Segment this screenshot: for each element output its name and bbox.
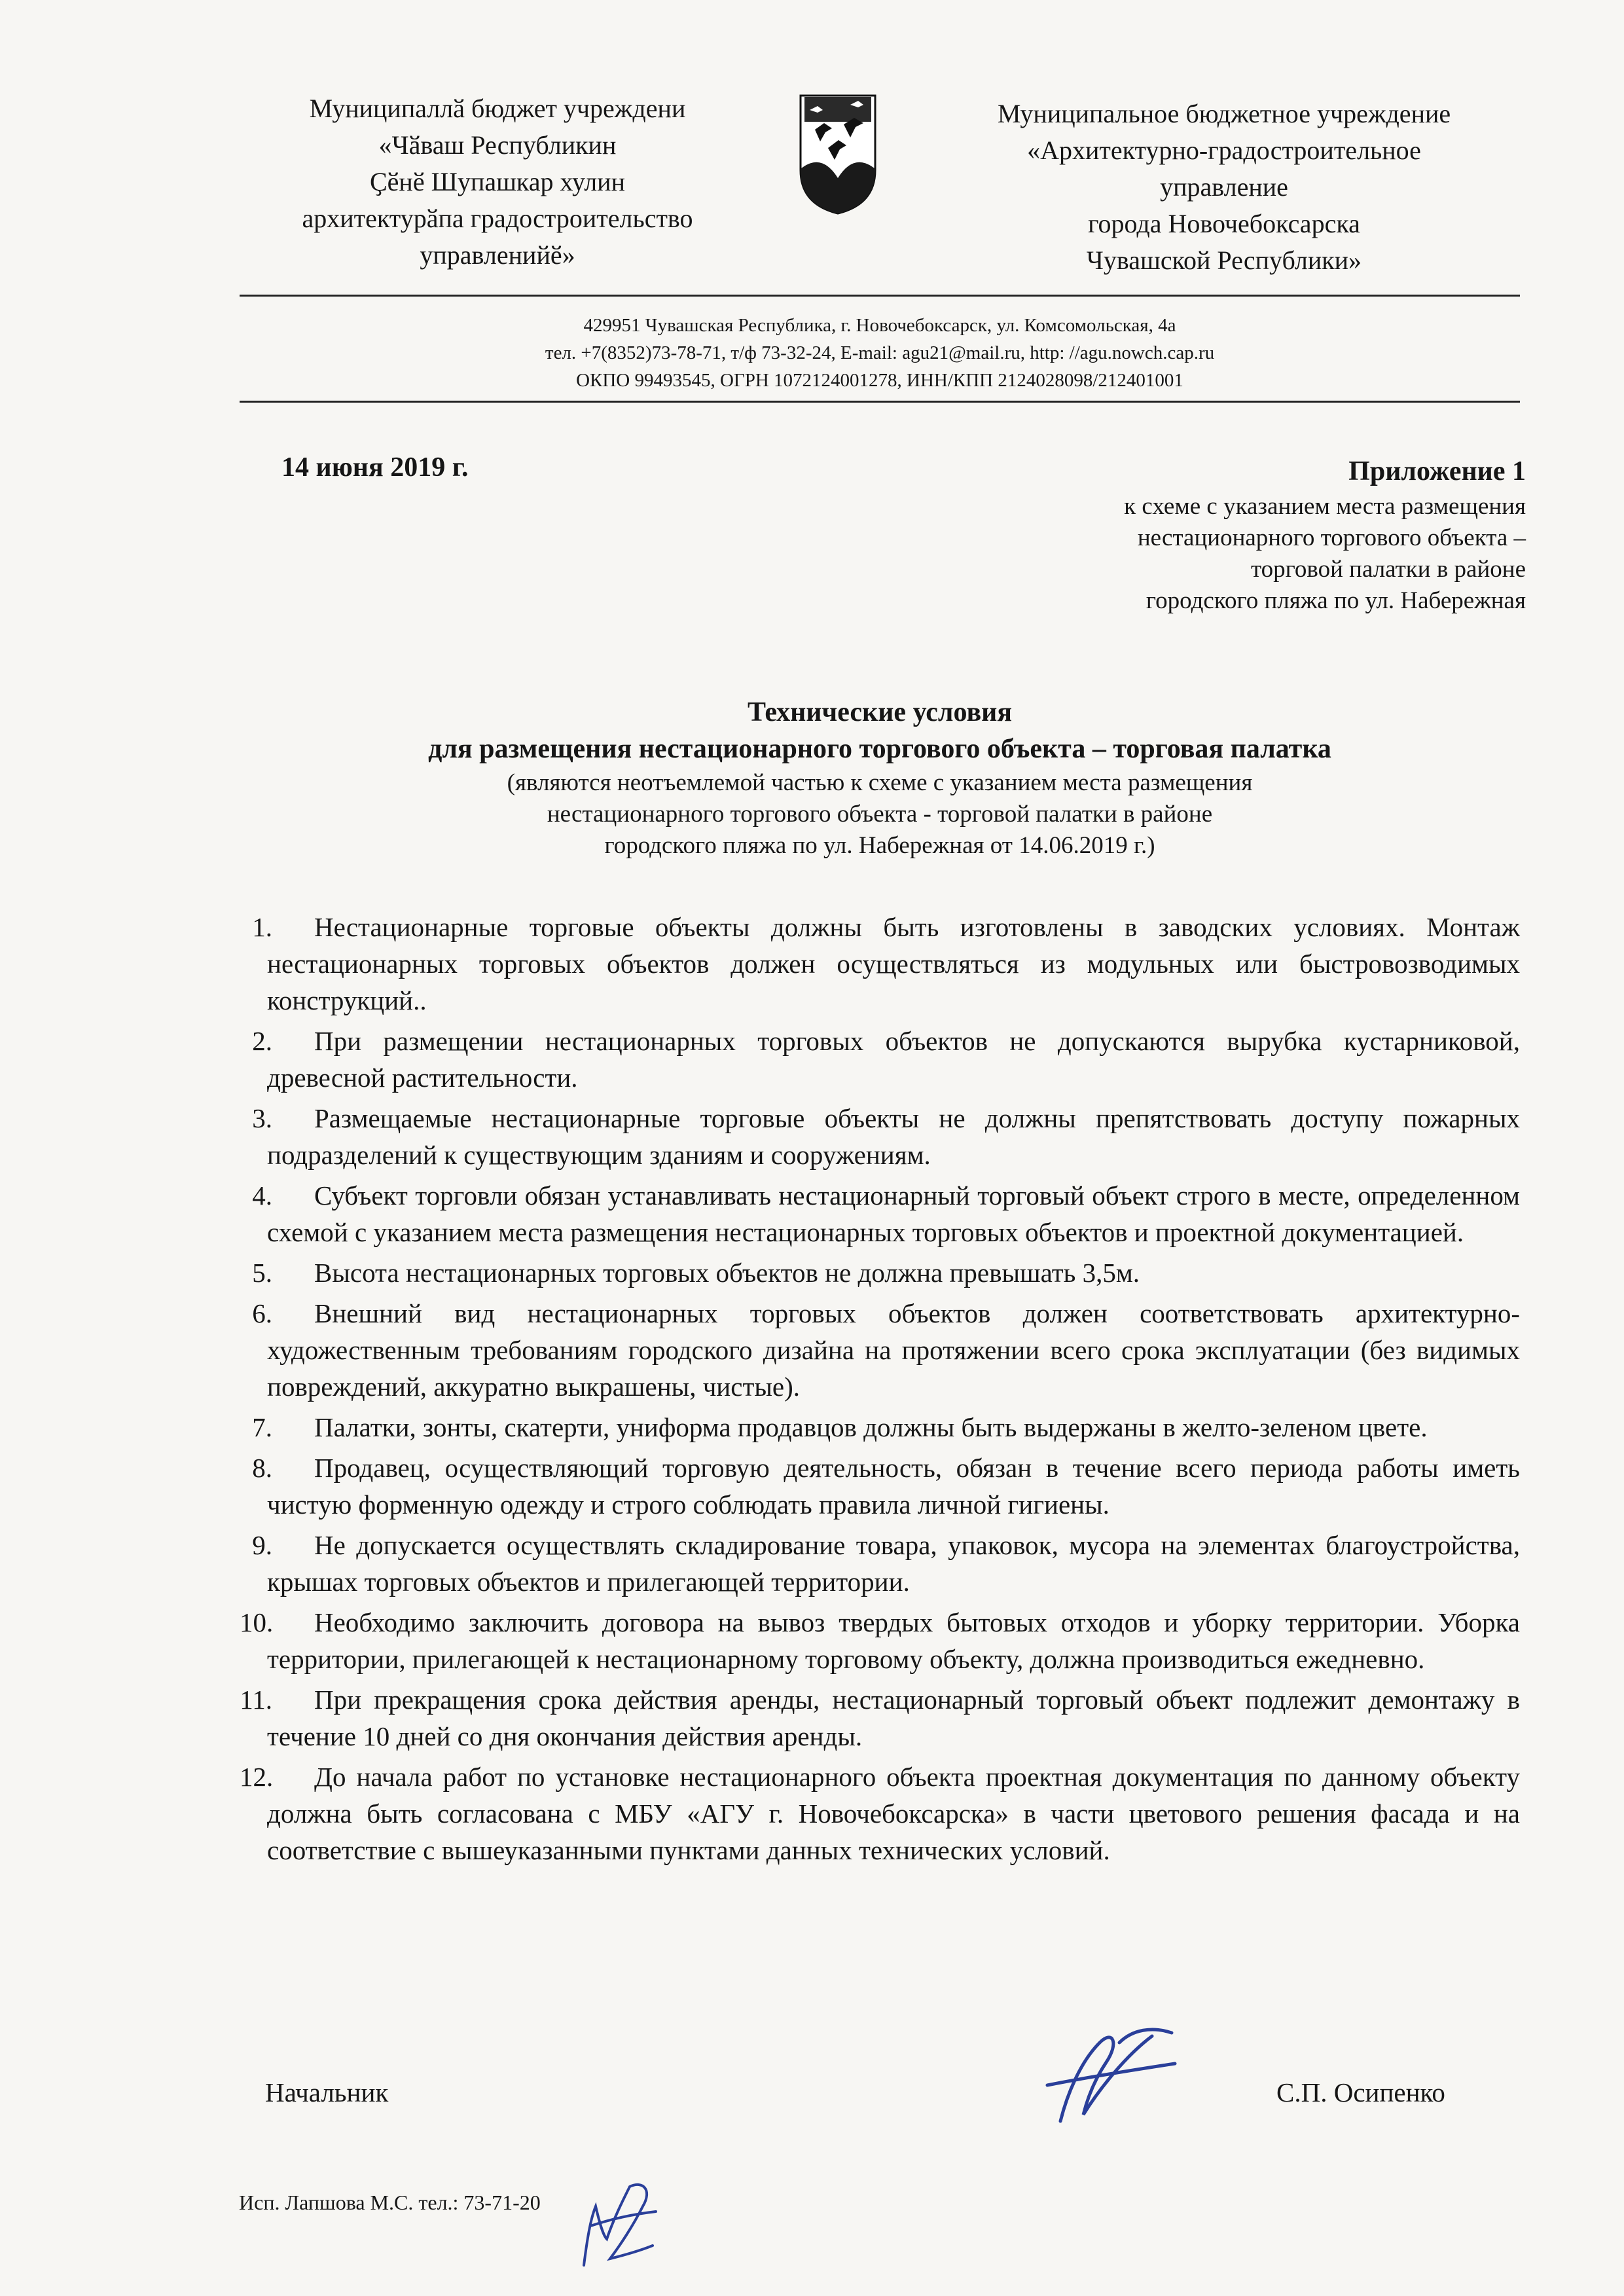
item-text: Высота нестационарных торговых объектов не должна превышать 3,5м. bbox=[314, 1258, 1140, 1288]
document-subtitle-line: городского пляжа по ул. Набережная от 14.06.2019 г.) bbox=[604, 832, 1155, 859]
item-number: 9. bbox=[252, 1530, 272, 1560]
list-item bbox=[240, 1527, 1520, 1600]
item-text: Субъект торговли обязан устанавливать нестационарный торговый объект строго в месте, определенном схемой с указанием места размещения нестационарных торговых объектов и проектной документацией. bbox=[267, 1180, 1520, 1247]
address-line: тел. +7(8352)73-78-71, т/ф 73-32-24, E-mail: agu21@mail.ru, http: //agu.nowch.cap.ru bbox=[545, 342, 1215, 363]
item-number: 7. bbox=[252, 1412, 272, 1442]
item-text: При прекращения срока действия аренды, нестационарный торговый объект подлежит демонтажу в течение 10 дней со дня окончания действия аренды. bbox=[267, 1685, 1520, 1751]
document-subtitle-line: нестационарного торгового объекта - торговой палатки в районе bbox=[547, 801, 1213, 828]
appendix-line: городского пляжа по ул. Набережная bbox=[1146, 587, 1526, 614]
item-number: 12. bbox=[240, 1762, 274, 1792]
signatory-role: Начальник bbox=[265, 2077, 389, 2107]
executor-info: Исп. Лапшова М.С. тел.: 73-71-20 bbox=[239, 2191, 541, 2214]
document-date: 14 июня 2019 г. bbox=[281, 452, 469, 483]
item-text: Не допускается осуществлять складирование товара, упаковок, мусора на элементах благоустройства, крышах торговых объектов и прилегающей территории. bbox=[267, 1530, 1520, 1597]
list-item bbox=[240, 1604, 1520, 1677]
header-left-line: Муниципаллӑ бюджет учреждени bbox=[309, 94, 686, 123]
header-left-chuvash bbox=[255, 90, 740, 274]
item-text: Размещаемые нестационарные торговые объекты не должны препятствовать доступу пожарных подразделений к существующим зданиям и сооружениям. bbox=[267, 1103, 1520, 1170]
item-number: 6. bbox=[252, 1298, 272, 1328]
signatory-name: С.П. Осипенко bbox=[1276, 2077, 1445, 2107]
header-right-line: управление bbox=[1160, 172, 1288, 202]
conditions-list bbox=[240, 909, 1520, 1872]
header-divider-top bbox=[240, 295, 1520, 297]
list-item bbox=[240, 909, 1520, 1019]
item-text: Палатки, зонты, скатерти, униформа продавцов должны быть выдержаны в желто-зеленом цвете. bbox=[314, 1412, 1428, 1442]
header-right-line: Чувашской Республики» bbox=[1086, 246, 1362, 275]
header-left-line: архитектурӑпа градостроительство bbox=[302, 204, 693, 233]
item-number: 2. bbox=[252, 1026, 272, 1056]
item-number: 5. bbox=[252, 1258, 272, 1288]
document-title-line2: для размещения нестационарного торгового объекта – торговая палатка bbox=[428, 734, 1331, 764]
list-item bbox=[240, 1100, 1520, 1173]
header-left-line: Ҫӗнӗ Шупашкар хулин bbox=[370, 167, 625, 196]
header-right-line: «Архитектурно-градостроительное bbox=[1027, 136, 1421, 165]
appendix-line: к схеме с указанием места размещения bbox=[1124, 493, 1526, 520]
item-number: 11. bbox=[240, 1685, 272, 1715]
appendix-line: торговой палатки в районе bbox=[1250, 556, 1526, 583]
coat-of-arms-birds-icon bbox=[795, 92, 880, 216]
handwritten-signature-icon bbox=[1021, 2016, 1191, 2134]
header-right-line: города Новочебоксарска bbox=[1088, 209, 1360, 238]
list-item bbox=[240, 1758, 1520, 1868]
item-number: 3. bbox=[252, 1103, 272, 1133]
list-item bbox=[240, 1409, 1520, 1446]
list-item bbox=[240, 1177, 1520, 1250]
header-right-line: Муниципальное бюджетное учреждение bbox=[997, 99, 1451, 128]
item-text: Необходимо заключить договора на вывоз твердых бытовых отходов и уборку территории. Уборка территории, прилегающей к нестационарному торговому объекту, должна производиться ежедневно. bbox=[267, 1607, 1520, 1674]
document-title-block bbox=[240, 694, 1520, 862]
organization-address bbox=[240, 312, 1520, 394]
item-text: При размещении нестационарных торговых объектов не допускаются вырубка кустарниковой, древесной растительности. bbox=[267, 1026, 1520, 1093]
appendix-title: Приложение 1 bbox=[1348, 456, 1526, 486]
handwritten-initials-icon bbox=[571, 2174, 662, 2272]
list-item bbox=[240, 1681, 1520, 1755]
list-item bbox=[240, 1254, 1520, 1291]
list-item bbox=[240, 1023, 1520, 1096]
item-number: 1. bbox=[252, 912, 272, 942]
appendix-block bbox=[937, 452, 1526, 617]
item-text: До начала работ по установке нестационарного объекта проектная документация по данному объекту должна быть согласована с МБУ «АГУ г. Новочебоксарска» в части цветового решения фасада и на соответствие с вышеуказанными пунктами данных технических условий. bbox=[267, 1762, 1520, 1865]
appendix-line: нестационарного торгового объекта – bbox=[1137, 524, 1526, 551]
header-left-line: «Чӑваш Республикин bbox=[378, 130, 617, 160]
address-line: ОКПО 99493545, ОГРН 1072124001278, ИНН/КПП 2124028098/212401001 bbox=[576, 370, 1183, 391]
document-title: Технические условия bbox=[747, 697, 1013, 727]
item-text: Продавец, осуществляющий торговую деятельность, обязан в течение всего периода работы иметь чистую форменную одежду и строго соблюдать правила личной гигиены. bbox=[267, 1453, 1520, 1520]
list-item bbox=[240, 1449, 1520, 1523]
document-subtitle-line: (являются неотъемлемой частью к схеме с указанием места размещения bbox=[507, 769, 1253, 796]
header-right-russian bbox=[929, 96, 1519, 279]
item-number: 10. bbox=[240, 1607, 274, 1637]
address-line: 429951 Чувашская Республика, г. Новочебоксарск, ул. Комсомольская, 4а bbox=[583, 315, 1176, 336]
item-number: 4. bbox=[252, 1180, 272, 1211]
list-item bbox=[240, 1295, 1520, 1405]
item-text: Нестационарные торговые объекты должны быть изготовлены в заводских условиях. Монтаж нестационарных торговых объектов должен осуществляться из модульных или быстровозводимых конструкций.. bbox=[267, 912, 1520, 1015]
header-left-line: управленийӗ» bbox=[420, 240, 575, 270]
item-number: 8. bbox=[252, 1453, 272, 1483]
header-divider-bottom bbox=[240, 401, 1520, 403]
item-text: Внешний вид нестационарных торговых объектов должен соответствовать архитектурно-художественным требованиям городского дизайна на протяжении всего срока эксплуатации (без видимых повреждений, аккуратно выкрашены, чистые). bbox=[267, 1298, 1520, 1402]
